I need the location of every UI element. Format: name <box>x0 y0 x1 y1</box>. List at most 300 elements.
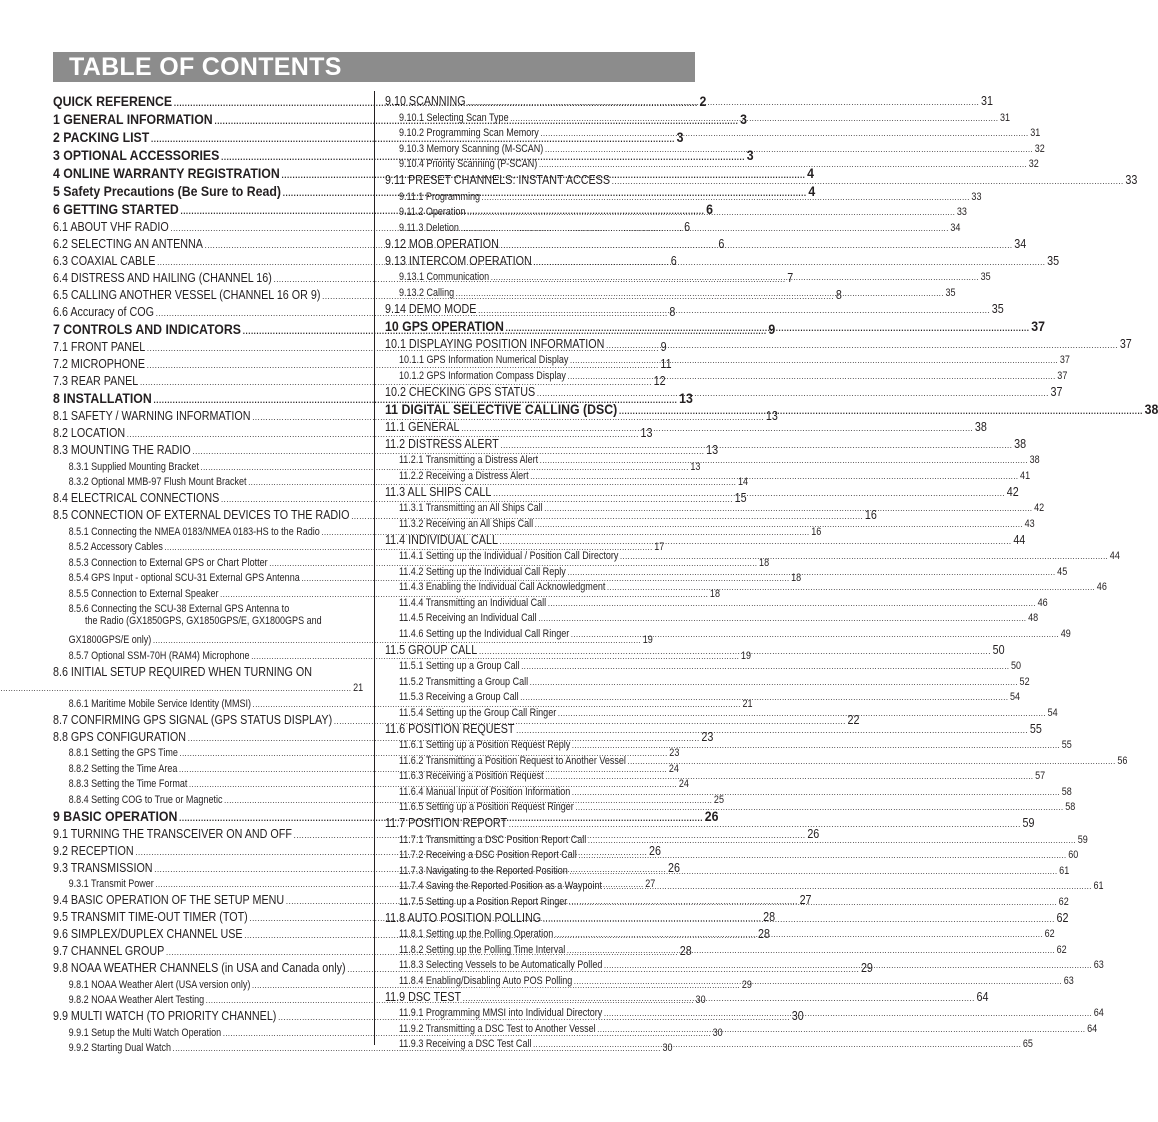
toc-entry[interactable] <box>53 662 362 679</box>
toc-entry-title: 8.8.4 Setting COG to True or Magnetic <box>68 793 223 806</box>
leader-dots <box>463 992 975 1004</box>
leader-dots <box>539 158 1027 170</box>
toc-entry-page: 29 <box>860 961 873 975</box>
leader-dots <box>604 1007 1092 1019</box>
toc-entry-title: 11.8 AUTO POSITION POLLING <box>385 910 542 925</box>
toc-entry[interactable] <box>385 672 1030 688</box>
toc-entry-page: 27 <box>799 893 812 907</box>
toc-entry-title: 11.3.1 Transmitting an All Ships Call <box>398 502 543 514</box>
toc-entry-title: 1 GENERAL INFORMATION <box>53 111 213 127</box>
leader-dots <box>578 849 1066 861</box>
toc-entry-title: 10.1 DISPLAYING POSITION INFORMATION <box>385 336 605 351</box>
toc-entry-page: 21 <box>353 682 364 694</box>
toc-entry-page: 46 <box>1037 596 1048 609</box>
leader-dots <box>500 439 1012 451</box>
toc-entry-page: 64 <box>1093 1007 1104 1019</box>
toc-entry-title: 9.7 CHANNEL GROUP <box>53 944 165 958</box>
leader-dots <box>510 112 998 124</box>
toc-entry-page: 30 <box>712 1026 723 1039</box>
toc-entry-page: 26 <box>807 826 820 841</box>
toc-entry[interactable] <box>385 155 1039 171</box>
toc-entry-page: 24 <box>678 778 689 790</box>
toc-entry-title: 11.6 POSITION REQUEST <box>385 721 515 736</box>
toc-entry-title: 8.7 CONFIRMING GPS SIGNAL (GPS STATUS DISPLAY) <box>53 712 333 727</box>
toc-entry-page: 46 <box>1096 581 1107 593</box>
toc-entry-title: 11.4.1 Setting up the Individual / Position Call Directory <box>398 550 619 562</box>
toc-entry-title: GX1800GPS/E only) <box>68 634 152 646</box>
toc-entry-page: 22 <box>847 712 860 727</box>
toc-entry-page: 6 <box>684 220 691 234</box>
toc-entry-page: 19 <box>740 649 752 662</box>
toc-entry-page: 32 <box>1028 158 1039 170</box>
toc-entry-title: 8.5.3 Connection to External GPS or Chart Plotter <box>68 556 268 569</box>
toc-entry-title: 9.13.1 Communication <box>398 271 490 283</box>
leader-dots <box>612 175 1124 187</box>
toc-entry-title: 9.13.2 Calling <box>398 286 455 299</box>
toc-entry-title: 11.2 DISTRESS ALERT <box>385 436 499 451</box>
toc-entry-title: 11.6.5 Setting up a Position Request Ringer <box>398 801 574 813</box>
toc-entry-page: 30 <box>695 994 706 1006</box>
page-title: TABLE OF CONTENTS <box>69 53 342 81</box>
toc-entry[interactable] <box>385 1035 1033 1051</box>
toc-entry-title: 11.5.1 Setting up a Group Call <box>398 660 520 672</box>
toc-entry-page: 3 <box>740 111 747 127</box>
toc-entry-title: 8.8.2 Setting the Time Area <box>68 762 178 775</box>
leader-dots <box>482 191 970 203</box>
leader-dots <box>461 422 973 434</box>
toc-entry-title: 11.3.2 Receiving an All Ships Call <box>398 517 534 530</box>
toc-entry-title: 11.4.5 Receiving an Individual Call <box>398 612 537 624</box>
toc-entry-page: 4 <box>807 165 815 181</box>
toc-entry-title: 9.11.2 Operation <box>398 206 466 218</box>
toc-entry-title: 11.7.5 Setting up a Position Report Ringer <box>398 895 568 908</box>
toc-entry-title: 8.3.2 Optional MMB-97 Flush Mount Bracket <box>68 476 247 488</box>
toc-entry-page: 33 <box>971 190 982 203</box>
toc-entry-page: 26 <box>704 807 719 824</box>
toc-entry[interactable] <box>385 861 1070 877</box>
leader-dots <box>533 256 1045 268</box>
toc-entry-page: 4 <box>808 183 816 199</box>
toc-entry-title: 10.2 CHECKING GPS STATUS <box>385 384 536 399</box>
toc-entry-page: 12 <box>653 374 666 388</box>
toc-entry-title: 9.10.3 Memory Scanning (M-SCAN) <box>398 142 544 155</box>
leader-dots <box>558 707 1046 719</box>
leader-dots <box>478 304 990 316</box>
toc-entry-page: 26 <box>649 843 662 858</box>
toc-entry-page: 27 <box>645 878 656 890</box>
toc-entry-page: 18 <box>709 587 720 600</box>
toc-entry-page: 14 <box>737 476 749 488</box>
toc-entry-page: 49 <box>1060 627 1071 640</box>
toc-entry[interactable] <box>385 366 1068 382</box>
toc-entry-page: 6 <box>718 237 725 251</box>
leader-dots <box>516 724 1028 736</box>
toc-entry-page: 37 <box>1057 369 1068 382</box>
toc-entry-title: 11.7.3 Navigating to the Reported Position <box>398 864 568 877</box>
toc-entry-page: 44 <box>1109 550 1120 562</box>
toc-entry-title: 5 Safety Precautions (Be Sure to Read) <box>53 183 281 199</box>
toc-entry-page: 37 <box>1059 354 1070 366</box>
toc-entry-page: 63 <box>1093 959 1104 971</box>
leader-dots <box>530 470 1018 482</box>
toc-entry-page: 18 <box>759 556 770 569</box>
toc-entry-title: 8.4 ELECTRICAL CONNECTIONS <box>53 491 220 505</box>
toc-entry-page: 34 <box>1014 236 1027 251</box>
toc-entry-page: 32 <box>1034 142 1045 155</box>
toc-entry[interactable] <box>385 234 1027 251</box>
toc-entry-page: 61 <box>1059 864 1070 877</box>
toc-entry[interactable] <box>385 283 956 299</box>
toc-entry-page: 60 <box>1068 849 1079 861</box>
toc-entry-title: 11.6.4 Manual Input of Position Information <box>398 785 571 798</box>
toc-entry[interactable] <box>385 351 1070 367</box>
toc-entry-page: 64 <box>976 989 989 1004</box>
toc-entry-page: 38 <box>1029 454 1040 466</box>
toc-entry-page: 28 <box>763 910 776 924</box>
toc-entry-title: 9.13 INTERCOM OPERATION <box>385 253 532 268</box>
toc-entry-page: 57 <box>1035 770 1046 782</box>
toc-entry-title: 8.8.3 Setting the Time Format <box>68 778 188 790</box>
leader-dots <box>520 691 1008 703</box>
toc-entry-title: 9.3.1 Transmit Power <box>68 878 154 890</box>
toc-entry[interactable] <box>385 187 982 203</box>
toc-entry-page: 17 <box>654 541 665 553</box>
toc-entry-title: 9.8.1 NOAA Weather Alert (USA version only) <box>68 978 251 991</box>
toc-entry-page: 18 <box>791 572 802 584</box>
column-divider <box>374 91 375 1045</box>
toc-entry[interactable] <box>385 124 1041 140</box>
leader-dots <box>604 959 1092 971</box>
toc-entry-title: 9.1 TURNING THE TRANSCEIVER ON AND OFF <box>53 826 292 841</box>
toc-entry-page: 42 <box>1034 502 1045 514</box>
toc-entry[interactable] <box>385 334 1132 351</box>
toc-entry-title: 9.3 TRANSMISSION <box>53 860 153 875</box>
toc-entry-title: 9.11 PRESET CHANNELS: INSTANT ACCESS <box>385 173 611 187</box>
toc-entry-page: 55 <box>1061 739 1072 751</box>
leader-dots <box>530 676 1018 688</box>
toc-entry-title: 11.9.3 Receiving a DSC Test Call <box>398 1038 532 1050</box>
toc-entry-title: the Radio (GX1850GPS, GX1850GPS/E, GX1800GPS and <box>84 615 322 627</box>
leader-dots <box>538 612 1026 624</box>
toc-entry-page: 23 <box>701 729 714 744</box>
toc-entry-title: 9.9.1 Setup the Multi Watch Operation <box>68 1026 222 1039</box>
toc-entry-page: 13 <box>679 390 693 406</box>
toc-entry-page: 35 <box>945 286 956 299</box>
toc-entry-title: 3 OPTIONAL ACCESSORIES <box>53 147 220 163</box>
toc-entry-title: 11.2.1 Transmitting a Distress Alert <box>398 454 539 466</box>
leader-dots <box>628 755 1116 767</box>
toc-entry-title: 9.10.2 Programming Scan Memory <box>398 127 539 139</box>
toc-entry-title: 9.8 NOAA WEATHER CHANNELS (in USA and Canada only) <box>53 961 346 975</box>
toc-entry-page: 8 <box>669 305 676 319</box>
leader-dots <box>619 405 1143 417</box>
toc-entry[interactable] <box>385 382 1063 399</box>
toc-entry-page: 38 <box>1014 436 1027 451</box>
toc-entry-page: 31 <box>1030 127 1041 139</box>
toc-entry-page: 62 <box>1056 943 1067 956</box>
toc-entry-page: 24 <box>668 762 679 775</box>
leader-dots <box>575 801 1063 813</box>
toc-entry-title: 11.5.4 Setting up the Group Call Ringer <box>398 706 557 719</box>
toc-entry-page: 13 <box>640 426 653 440</box>
leader-dots <box>571 628 1059 640</box>
toc-entry-page: 33 <box>1125 173 1138 187</box>
toc-entry-title: 6.2 SELECTING AN ANTENNA <box>53 237 203 251</box>
toc-entry[interactable] <box>385 299 1004 316</box>
toc-entry-title: 11.1 GENERAL <box>385 419 460 434</box>
toc-entry-title: 9.10 SCANNING <box>385 94 466 108</box>
toc-entry-page: 43 <box>1024 517 1035 530</box>
leader-dots <box>544 502 1032 514</box>
toc-entry-title: 2 PACKING LIST <box>53 129 150 145</box>
toc-entry-title: 11 DIGITAL SELECTIVE CALLING (DSC) <box>385 400 618 417</box>
toc-entry[interactable] <box>385 609 1039 625</box>
toc-entry-title: 11.7.2 Receiving a DSC Position Report Call <box>398 849 577 861</box>
toc-entry-page: 59 <box>1077 833 1088 846</box>
toc-entry-page: 28 <box>757 927 770 941</box>
toc-entry-page: 13 <box>690 460 701 473</box>
toc-entry-page: 25 <box>713 793 724 806</box>
toc-entry-title: 11.7.1 Transmitting a DSC Position Report Call <box>398 833 587 846</box>
toc-entry-title: 11.4.4 Transmitting an Individual Call <box>398 596 547 609</box>
toc-entry-page: 54 <box>1010 691 1021 703</box>
toc-entry-page: 33 <box>956 206 967 218</box>
toc-entry-page: 19 <box>642 634 653 646</box>
toc-entry[interactable] <box>53 600 363 616</box>
toc-entry-page: 35 <box>1047 253 1060 268</box>
toc-entry-page: 6 <box>706 201 713 217</box>
leader-dots <box>501 239 1013 251</box>
toc-entry-title: 11.9 DSC TEST <box>385 989 462 1004</box>
toc-entry-page: 30 <box>791 1009 804 1023</box>
leader-dots <box>535 518 1023 530</box>
toc-entry-title: 6.3 COAXIAL CABLE <box>53 254 156 268</box>
toc-entry-page: 37 <box>1031 317 1045 334</box>
toc-entry-title: 8 INSTALLATION <box>53 390 152 406</box>
toc-entry-title: 6.5 CALLING ANOTHER VESSEL (CHANNEL 16 OR 9) <box>53 288 321 302</box>
toc-entry-title: 6.4 DISTRESS AND HAILING (CHANNEL 16) <box>53 271 272 285</box>
toc-entry[interactable] <box>385 417 987 434</box>
toc-entry-page: 35 <box>991 301 1004 316</box>
toc-entry-title: 8.5.2 Accessory Cables <box>68 541 163 553</box>
leader-dots <box>533 1038 1021 1050</box>
toc-entry-title: 8.3 MOUNTING THE RADIO <box>53 443 191 457</box>
toc-banner <box>53 52 695 82</box>
toc-entry[interactable] <box>385 218 961 234</box>
toc-entry[interactable] <box>385 843 1079 862</box>
toc-entry-title: 10 GPS OPERATION <box>385 317 504 334</box>
leader-dots <box>570 354 1058 366</box>
toc-entry-page: 38 <box>974 419 987 434</box>
toc-entry[interactable] <box>385 657 1022 673</box>
toc-entry-title: 8.5.1 Connecting the NMEA 0183/NMEA 0183-HS to the Radio <box>68 525 320 538</box>
toc-entry-page: 26 <box>667 860 680 875</box>
toc-entry-title: 11.4.3 Enabling the Individual Call Acknowledgment <box>398 581 606 593</box>
toc-entry[interactable] <box>385 108 1011 124</box>
toc-entry-title: 7.2 MICROPHONE <box>53 357 145 371</box>
toc-entry-title: 9.8.2 NOAA Weather Alert Testing <box>68 994 205 1006</box>
toc-entry-title: 11.8.1 Setting up the Polling Operation <box>398 928 554 940</box>
toc-entry-title: 11.3 ALL SHIPS CALL <box>385 484 492 499</box>
leader-dots <box>604 880 1092 892</box>
leader-dots <box>545 770 1033 782</box>
toc-entry-title: 8.6.1 Maritime Mobile Service Identity (MMSI) <box>68 697 252 710</box>
toc-entry-title: 9.5 TRANSMIT TIME-OUT TIMER (TOT) <box>53 910 248 924</box>
toc-entry-page: 30 <box>662 1042 673 1054</box>
leader-dots <box>456 287 944 299</box>
toc-entry[interactable] <box>385 940 1067 956</box>
toc-entry-title: 11.8.2 Setting up the Polling Time Interval <box>398 943 566 956</box>
toc-entry-title: 9.10.4 Priority Scanning (P-SCAN) <box>398 158 538 170</box>
toc-entry-title: 11.8.4 Enabling/Disabling Auto POS Polling <box>398 974 573 987</box>
toc-entry-page: 3 <box>676 129 684 145</box>
leader-dots <box>467 96 979 108</box>
toc-entry[interactable] <box>385 268 991 284</box>
toc-entry-page: 56 <box>1117 754 1128 767</box>
leader-dots <box>509 818 1021 830</box>
toc-entry-title: 10.1.2 GPS Information Compass Display <box>398 369 566 382</box>
toc-entry-page: 62 <box>1044 928 1055 940</box>
leader-dots <box>548 597 1036 609</box>
leader-dots <box>479 645 991 657</box>
leader-dots <box>567 944 1055 956</box>
toc-entry-page: 16 <box>864 508 877 522</box>
leader-dots <box>545 143 1033 155</box>
toc-entry[interactable] <box>53 615 363 631</box>
toc-entry-title: 8.5.7 Optional SSM-70H (RAM4) Microphone <box>68 649 250 662</box>
toc-entry-page: 8 <box>835 288 842 302</box>
toc-entry-page: 31 <box>1000 111 1011 124</box>
leader-dots <box>555 928 1043 940</box>
toc-entry[interactable] <box>385 767 1046 783</box>
toc-entry-title: 8.5.4 GPS Input - optional SCU-31 External GPS Antenna <box>68 572 300 584</box>
leader-dots <box>569 896 1057 908</box>
toc-entry-title: 10.1.1 GPS Information Numerical Display <box>398 354 569 366</box>
toc-entry-title: 7.3 REAR PANEL <box>53 374 139 388</box>
toc-entry-title: 11.9.2 Transmitting a DSC Test to Another Vessel <box>398 1022 596 1035</box>
toc-entry-title: 8.8 GPS CONFIGURATION <box>53 729 187 744</box>
toc-entry-title: 8.5 CONNECTION OF EXTERNAL DEVICES TO THE RADIO <box>53 508 350 522</box>
toc-entry-page: 23 <box>669 747 680 759</box>
toc-entry-page: 11 <box>660 357 672 371</box>
leader-dots <box>521 660 1009 672</box>
toc-entry-title: 11.5 GROUP CALL <box>385 642 478 657</box>
toc-entry-title: 6 GETTING STARTED <box>53 201 179 217</box>
leader-dots <box>543 913 1055 925</box>
toc-entry[interactable] <box>385 782 1072 798</box>
toc-entry-page: 37 <box>1119 336 1132 351</box>
toc-entry-title: 11.4 INDIVIDUAL CALL <box>385 532 498 547</box>
toc-entry-title: 9.14 DEMO MODE <box>385 301 477 316</box>
toc-entry-title: 8.8.1 Setting the GPS Time <box>68 747 178 759</box>
toc-entry-title: 9.6 SIMPLEX/DUPLEX CHANNEL USE <box>53 927 243 941</box>
toc-entry-title: 9.11.3 Deletion <box>398 221 459 234</box>
leader-dots <box>500 535 1012 547</box>
toc-entry-page: 31 <box>981 94 994 108</box>
toc-entry-title: 9 BASIC OPERATION <box>53 807 178 824</box>
toc-entry-title: 8.5.6 Connecting the SCU-38 External GPS Antenna to <box>68 603 290 615</box>
toc-entry-page: 50 <box>1011 660 1022 672</box>
toc-entry-page: 9 <box>768 321 776 337</box>
toc-entry-page: 15 <box>734 491 747 505</box>
toc-entry-page: 50 <box>992 642 1005 657</box>
toc-entry[interactable] <box>385 751 1128 767</box>
toc-entry-page: 28 <box>679 944 692 958</box>
leader-dots <box>0 682 351 694</box>
toc-entry-title: 8.2 LOCATION <box>53 426 126 440</box>
toc-entry-title: 11.5.3 Receiving a Group Call <box>398 691 519 703</box>
toc-entry[interactable] <box>385 139 1045 155</box>
leader-dots <box>572 739 1060 751</box>
toc-entry-page: 64 <box>1087 1022 1098 1035</box>
toc-entry-title: 8.6 INITIAL SETUP REQUIRED WHEN TURNING ON <box>53 664 313 679</box>
toc-entry-title: 6.6 Accuracy of COG <box>53 305 154 319</box>
toc-entry-page: 45 <box>1057 565 1068 578</box>
toc-entry[interactable] <box>385 170 1138 187</box>
toc-entry-title: 11.7.4 Saving the Reported Position as a Waypoint <box>398 880 603 892</box>
toc-entry-page: 54 <box>1047 706 1058 719</box>
toc-entry-page: 34 <box>950 221 961 234</box>
toc-entry-page: 16 <box>811 525 822 538</box>
toc-entry-page: 44 <box>1013 532 1026 547</box>
leader-dots <box>597 1023 1085 1035</box>
toc-entry-page: 65 <box>1022 1038 1033 1050</box>
toc-entry-page: 37 <box>1050 384 1063 399</box>
leader-dots <box>537 387 1049 399</box>
leader-dots <box>574 975 1062 987</box>
toc-entry-page: 38 <box>1144 400 1158 417</box>
leader-dots <box>540 454 1028 466</box>
toc-entry[interactable] <box>385 251 1060 268</box>
toc-entry-title: 11.6.1 Setting up a Position Request Reply <box>398 739 571 751</box>
toc-entry-page: 55 <box>1029 721 1042 736</box>
leader-dots <box>567 566 1055 578</box>
toc-entry-title: 9.10.1 Selecting Scan Type <box>398 111 509 124</box>
toc-entry-page: 62 <box>1058 895 1069 908</box>
toc-entry-title: 11.6.2 Transmitting a Position Request to Another Vessel <box>398 754 626 767</box>
toc-entry[interactable] <box>385 624 1071 640</box>
toc-entry-page: 7 <box>787 271 794 285</box>
toc-entry-page: 61 <box>1093 880 1104 892</box>
leader-dots <box>606 339 1118 351</box>
toc-entry-page: 41 <box>1020 469 1031 482</box>
toc-entry[interactable] <box>385 203 967 219</box>
toc-entry-title: 11.7 POSITION REPORT <box>385 816 508 830</box>
toc-entry[interactable] <box>385 91 994 108</box>
toc-entry-title: QUICK REFERENCE <box>53 93 173 109</box>
toc-entry-page: 58 <box>1065 801 1076 813</box>
toc-entry-title: 4 ONLINE WARRANTY REGISTRATION <box>53 165 280 181</box>
toc-entry[interactable] <box>385 316 1045 334</box>
toc-entry-title: 9.2 RECEPTION <box>53 843 134 858</box>
toc-entry-title: 8.5.5 Connection to External Speaker <box>68 587 219 600</box>
toc-entry-title: 11.2.2 Receiving a Distress Alert <box>398 469 529 482</box>
toc-entry[interactable] <box>53 679 363 695</box>
leader-dots <box>620 550 1108 562</box>
toc-entry-title: 6.1 ABOUT VHF RADIO <box>53 220 169 234</box>
leader-dots <box>569 865 1057 877</box>
toc-entry-title: 7 CONTROLS AND INDICATORS <box>53 321 242 337</box>
toc-entry-page: 9 <box>660 340 667 354</box>
toc-entry-page: 58 <box>1061 785 1072 798</box>
toc-entry[interactable] <box>385 877 1104 893</box>
toc-entry-page: 62 <box>1056 910 1069 925</box>
toc-entry-title: 9.11.1 Programming <box>398 190 481 203</box>
toc-entry-page: 48 <box>1028 612 1039 624</box>
leader-dots <box>493 487 1005 499</box>
toc-entry-page: 35 <box>980 271 991 283</box>
toc-entry-title: 8.1 SAFETY / WARNING INFORMATION <box>53 409 251 423</box>
